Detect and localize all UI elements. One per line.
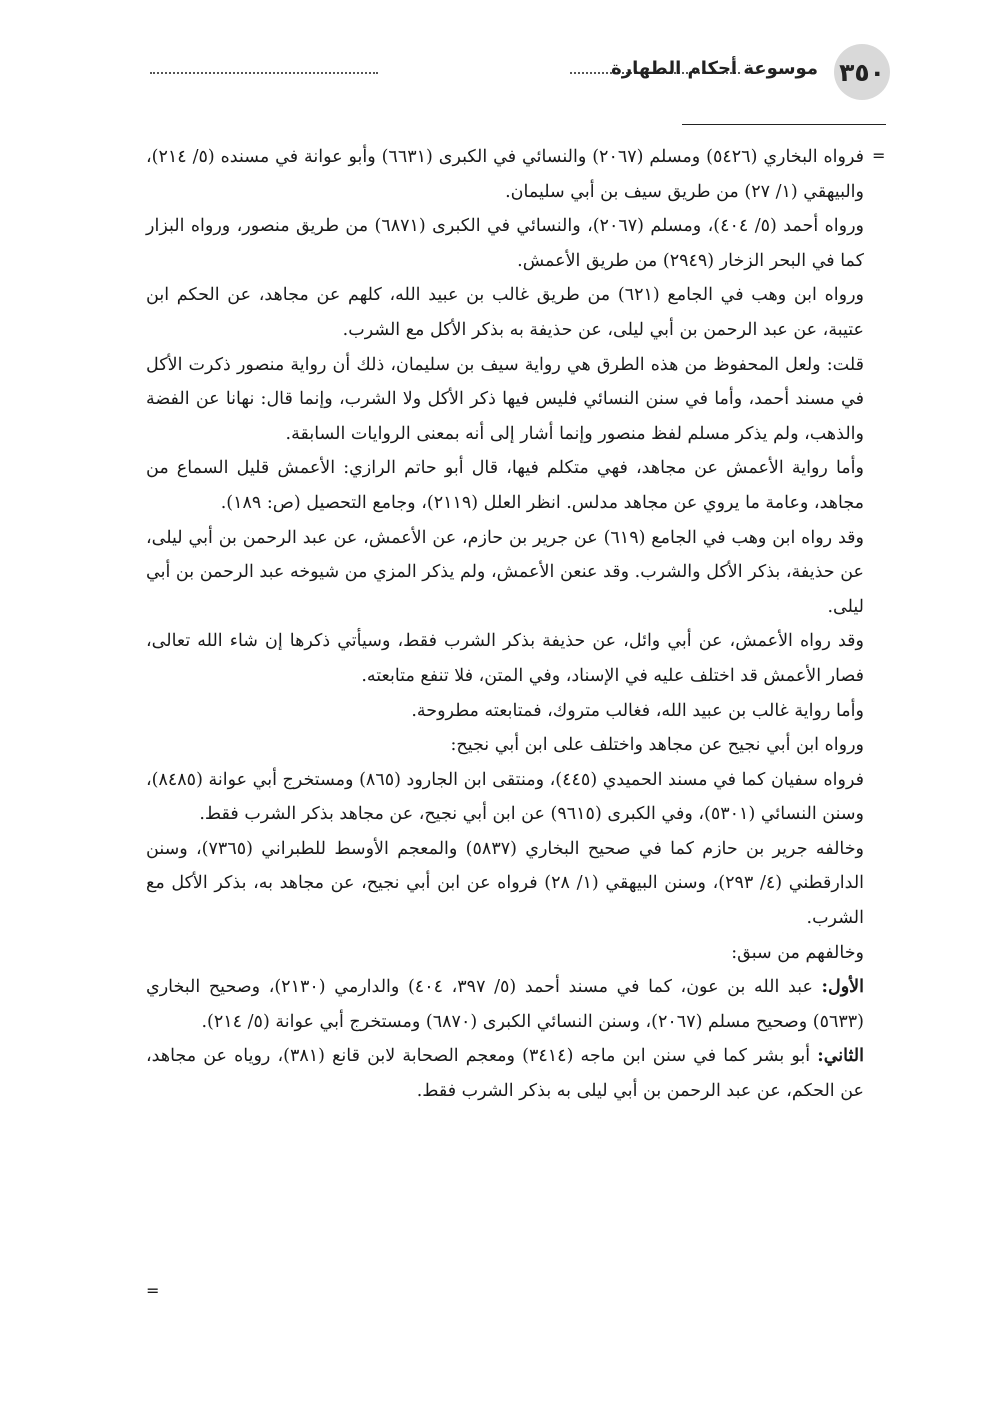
footnote-paragraph: فرواه البخاري (٥٤٢٦) ومسلم (٢٠٦٧) والنسائي في الكبرى (٦٦٣١) وأبو عوانة في مسنده (٥/ ٢١٤)، والبيهقي (١/ ٢٧) من طريق سيف بن أبي سليمان.	[146, 147, 864, 202]
footnote-paragraph: وخالفه جرير بن حازم كما في صحيح البخاري (٥٨٣٧) والمعجم الأوسط للطبراني (٧٣٦٥)، وسنن الدارقطني (٤/ ٢٩٣)، وسنن البيهقي (١/ ٢٨) فرواه عن ابن أبي نجيح، عن مجاهد به، بذكر الأكل مع الشرب.	[146, 838, 865, 929]
footnote-paragraph: فرواه سفيان كما في مسند الحميدي (٤٤٥)، ومنتقى ابن الجارود (٨٦٥) ومستخرج أبي عوانة (٨٤٨٥)، وسنن النسائي (٥٣٠١)، وفي الكبرى (٩٦١٥) عن ابن أبي نجيح، عن مجاهد بذكر الشرب فقط.	[146, 769, 864, 825]
page-number: ٣٥٠	[839, 57, 885, 87]
footnote-paragraph: وأما رواية الأعمش عن مجاهد، فهي متكلم فيها، قال أبو حاتم الرازي: الأعمش قليل السماع من مجاهد، وعامة ما يروي عن مجاهد مدلس. انظر العلل (٢١١٩)، وجامع التحصيل (ص: ١٨٩).	[146, 458, 864, 513]
footnote-separator-rule	[682, 124, 886, 125]
footnote-paragraph: وقد رواه الأعمش، عن أبي وائل، عن حذيفة بذكر الشرب فقط، وسيأتي ذكرها إن شاء الله تعالى، فصار الأعمش قد اختلف عليه في الإسناد، وفي المتن، فلا تنفع متابعته.	[146, 631, 864, 686]
continuation-mark-top: =	[872, 146, 886, 165]
footnote-paragraph: وأما رواية غالب بن عبيد الله، فغالب متروك، فمتابعته مطروحة.	[411, 700, 864, 721]
footnote-paragraph: قلت: ولعل المحفوظ من هذه الطرق هي رواية سيف بن سليمان، ذلك أن رواية منصور ذكرت الأكل في مسند أحمد، وأما في سنن النسائي فليس فيها ذكر الأكل ولا الشرب، وإنما قال: نهانا عن الفضة والذهب، ولم يذكر مسلم لفظ منصور وإنما أشار إلى أنه بمعنى الروايات السابقة.	[146, 354, 864, 444]
running-title: موسوعة أحكام الطهارة	[611, 58, 818, 79]
second-label: الثاني:	[817, 1046, 864, 1067]
first-text: عبد الله بن عون، كما في مسند أحمد (٥/ ٣٩٧، ٤٠٤) والدارمي (٢١٣٠)، وصحيح البخاري (٥٦٣٣) وصحيح مسلم (٢٠٦٧)، وسنن النسائي الكبرى (٦٨٧٠) ومستخرج أبي عوانة (٥/ ٢١٤).	[146, 977, 864, 1032]
continuation-mark-bottom: =	[146, 1281, 160, 1300]
first-label: الأول:	[821, 977, 864, 998]
header-dotted-leader	[150, 72, 378, 74]
footnote-body	[146, 140, 864, 1109]
footnote-paragraph: وخالفهم من سبق:	[731, 942, 864, 963]
footnote-paragraph: ورواه أحمد (٥/ ٤٠٤)، ومسلم (٢٠٦٧)، والنسائي في الكبرى (٦٨٧١) من طريق منصور، ورواه البزار كما في البحر الزخار (٢٩٤٩) من طريق الأعمش.	[146, 216, 865, 271]
footnote-paragraph: وقد رواه ابن وهب في الجامع (٦١٩) عن جرير بن حازم، عن الأعمش، عن عبد الرحمن بن أبي ليلى، عن حذيفة، بذكر الأكل والشرب. وقد عنعن الأعمش، ولم يذكر المزي من شيوخه عبد الرحمن بن أبي ليلى.	[146, 527, 864, 617]
page-number-badge	[834, 44, 890, 100]
footnote-paragraph-second	[146, 1039, 864, 1108]
second-text: أبو بشر كما في سنن ابن ماجه (٣٤١٤) ومعجم الصحابة لابن قانع (٣٨١)، روياه عن مجاهد، عن الحكم، عن عبد الرحمن بن أبي ليلى به بذكر الشرب فقط.	[146, 1046, 864, 1102]
footnote-paragraph: ورواه ابن أبي نجيح عن مجاهد واختلف على ابن أبي نجيح:	[450, 735, 864, 756]
page-header	[140, 44, 890, 100]
footnote-paragraph: ورواه ابن وهب في الجامع (٦٢١) من طريق غالب بن عبيد الله، كلهم عن مجاهد، عن الحكم ابن عتيبة، عن عبد الرحمن بن أبي ليلى، عن حذيفة به بذكر الأكل مع الشرب.	[146, 285, 864, 340]
footnote-paragraph-first	[146, 970, 864, 1039]
